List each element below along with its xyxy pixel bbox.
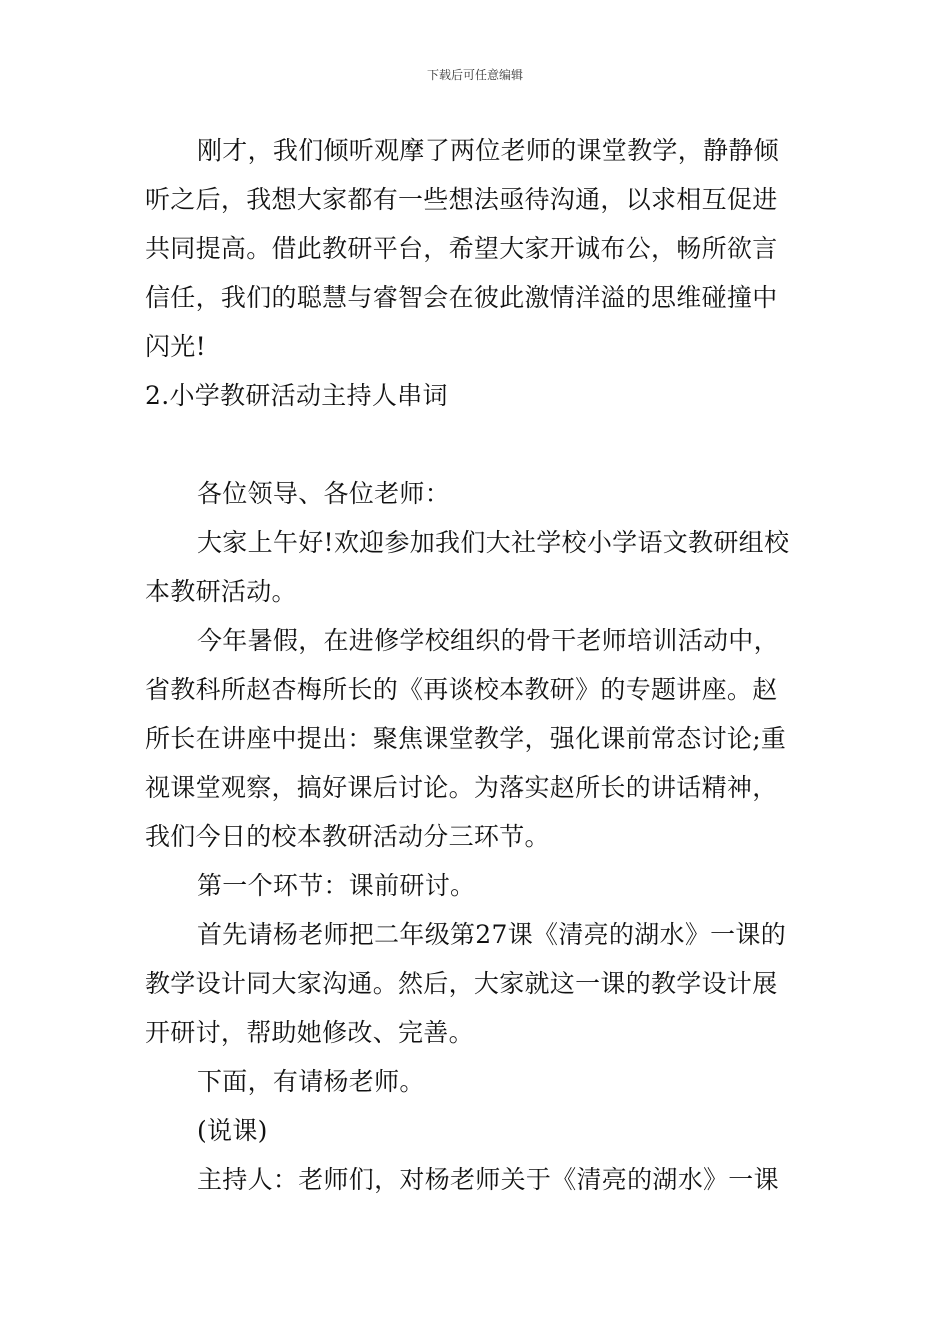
paragraph-line: 共同提高。借此教研平台，希望大家开诚布公，畅所欲言 [145,234,778,263]
paragraph-line: 刚才，我们倾听观摩了两位老师的课堂教学，静静倾 [197,136,779,165]
page-header-note: 下载后可任意编辑 [426,68,523,82]
greeting-line: 各位领导、各位老师： [197,479,451,508]
paragraph-line: 信任，我们的聪慧与睿智会在彼此激情洋溢的思维碰撞中 [145,283,778,312]
paragraph-line: 闪光! [145,332,206,361]
paragraph-line: 听之后，我想大家都有一些想法亟待沟通，以求相互促进 [145,185,778,214]
blank-line [145,420,810,469]
paragraph-line: 首先请杨老师把二年级第27课《清亮的湖水》一课的 [197,920,787,949]
paragraph-line: 本教研活动。 [145,577,297,606]
paragraph-line: 我们今日的校本教研活动分三环节。 [145,822,550,851]
host-line: 主持人：老师们，对杨老师关于《清亮的湖水》一课 [197,1165,779,1194]
section-heading: 2.小学教研活动主持人串词 [145,381,448,410]
paragraph-line: 教学设计同大家沟通。然后，大家就这一课的教学设计展 [145,969,778,998]
invite-line: 下面，有请杨老师。 [197,1067,425,1096]
document-body [145,126,810,1204]
paragraph-line: 大家上午好!欢迎参加我们大社学校小学语文教研组校 [197,528,790,557]
paragraph-line: 省教科所赵杏梅所长的《再谈校本教研》的专题讲座。赵 [145,675,778,704]
paragraph-line: 视课堂观察，搞好课后讨论。为落实赵所长的讲话精神， [145,773,778,802]
paragraph-line: 开研讨，帮助她修改、完善。 [145,1018,474,1047]
paragraph-line: 所长在讲座中提出：聚焦课堂教学，强化课前常态讨论;重 [145,724,787,753]
paragraph-line: 今年暑假，在进修学校组织的骨干老师培训活动中， [197,626,779,655]
step-heading: 第一个环节：课前研讨。 [197,871,476,900]
stage-note: (说课) [197,1116,268,1145]
